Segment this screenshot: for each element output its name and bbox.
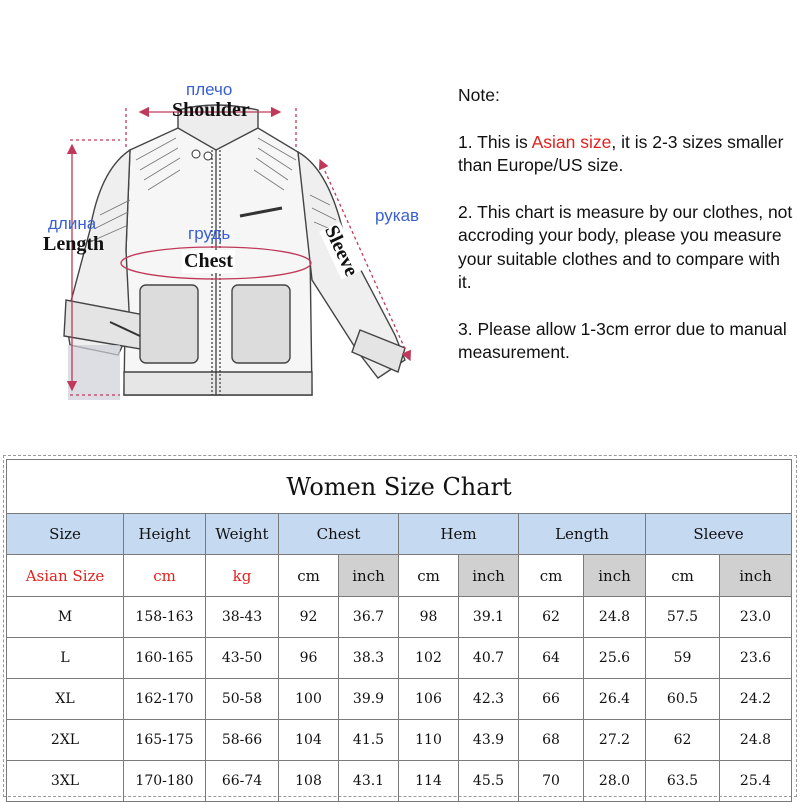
size-chart-table bbox=[6, 459, 792, 802]
unit-length-inch: inch bbox=[584, 555, 646, 597]
note-1-pre: 1. This is bbox=[458, 131, 532, 152]
table-cell: 23.6 bbox=[720, 638, 792, 679]
table-cell: XL bbox=[7, 679, 124, 720]
table-cell: 64 bbox=[519, 638, 584, 679]
table-cell: L bbox=[7, 638, 124, 679]
table-cell: 24.8 bbox=[584, 597, 646, 638]
table-cell: 162-170 bbox=[124, 679, 206, 720]
table-cell: 43-50 bbox=[206, 638, 279, 679]
table-cell: 38.3 bbox=[339, 638, 399, 679]
table-cell: 25.4 bbox=[720, 761, 792, 802]
header-chest: Chest bbox=[279, 514, 399, 555]
table-cell: 160-165 bbox=[124, 638, 206, 679]
table-cell: 58-66 bbox=[206, 720, 279, 761]
unit-height: cm bbox=[124, 555, 206, 597]
table-cell: 57.5 bbox=[646, 597, 720, 638]
table-cell: 59 bbox=[646, 638, 720, 679]
unit-hem-inch: inch bbox=[459, 555, 519, 597]
table-cell: 114 bbox=[399, 761, 459, 802]
table-cell: 43.9 bbox=[459, 720, 519, 761]
table-cell: 36.7 bbox=[339, 597, 399, 638]
table-cell: 24.8 bbox=[720, 720, 792, 761]
table-cell: 100 bbox=[279, 679, 339, 720]
unit-sleeve-cm: cm bbox=[646, 555, 720, 597]
table-cell: 40.7 bbox=[459, 638, 519, 679]
header-length: Length bbox=[519, 514, 646, 555]
length-label-ru: длина bbox=[48, 214, 97, 233]
unit-chest-cm: cm bbox=[279, 555, 339, 597]
table-cell: 60.5 bbox=[646, 679, 720, 720]
notes-heading: Note: bbox=[458, 85, 500, 105]
table-cell: 50-58 bbox=[206, 679, 279, 720]
note-1 bbox=[458, 131, 793, 178]
table-cell: 2XL bbox=[7, 720, 124, 761]
table-row bbox=[7, 720, 792, 761]
note-1-post: , it is 2-3 sizes smaller than Europe/US size. bbox=[458, 131, 784, 175]
table-cell: 170-180 bbox=[124, 761, 206, 802]
table-cell: 110 bbox=[399, 720, 459, 761]
table-cell: 63.5 bbox=[646, 761, 720, 802]
table-cell: 42.3 bbox=[459, 679, 519, 720]
sleeve-label-ru: рукав bbox=[375, 206, 420, 225]
chart-title: Women Size Chart bbox=[7, 460, 792, 514]
table-cell: 28.0 bbox=[584, 761, 646, 802]
header-sleeve: Sleeve bbox=[646, 514, 792, 555]
table-row bbox=[7, 638, 792, 679]
table-row bbox=[7, 761, 792, 802]
table-cell: 24.2 bbox=[720, 679, 792, 720]
table-cell: 102 bbox=[399, 638, 459, 679]
table-cell: 96 bbox=[279, 638, 339, 679]
table-cell: 68 bbox=[519, 720, 584, 761]
header-height: Height bbox=[124, 514, 206, 555]
unit-weight: kg bbox=[206, 555, 279, 597]
chest-label-ru: грудь bbox=[188, 224, 231, 243]
table-cell: M bbox=[7, 597, 124, 638]
table-cell: 41.5 bbox=[339, 720, 399, 761]
jacket-diagram bbox=[0, 0, 440, 430]
table-cell: 45.5 bbox=[459, 761, 519, 802]
length-label: Length bbox=[43, 233, 105, 255]
table-cell: 39.9 bbox=[339, 679, 399, 720]
chest-label: Chest bbox=[184, 250, 233, 272]
table-cell: 26.4 bbox=[584, 679, 646, 720]
unit-chest-inch: inch bbox=[339, 555, 399, 597]
table-cell: 98 bbox=[399, 597, 459, 638]
table-cell: 66-74 bbox=[206, 761, 279, 802]
unit-sleeve-inch: inch bbox=[720, 555, 792, 597]
table-cell: 165-175 bbox=[124, 720, 206, 761]
unit-hem-cm: cm bbox=[399, 555, 459, 597]
table-cell: 62 bbox=[646, 720, 720, 761]
table-cell: 43.1 bbox=[339, 761, 399, 802]
unit-asian-size: Asian Size bbox=[7, 555, 124, 597]
table-cell: 66 bbox=[519, 679, 584, 720]
shoulder-label: Shoulder bbox=[172, 99, 250, 121]
header-weight: Weight bbox=[206, 514, 279, 555]
table-cell: 158-163 bbox=[124, 597, 206, 638]
note-2: 2. This chart is measure by our clothes, not accroding your body, please you measure your suitable clothes and to compare with it. bbox=[458, 201, 793, 292]
table-cell: 25.6 bbox=[584, 638, 646, 679]
table-cell: 62 bbox=[519, 597, 584, 638]
shoulder-label-ru: плечо bbox=[186, 80, 233, 99]
table-cell: 106 bbox=[399, 679, 459, 720]
table-cell: 108 bbox=[279, 761, 339, 802]
size-notes bbox=[458, 84, 793, 388]
note-3: 3. Please allow 1-3cm error due to manual measurement. bbox=[458, 318, 787, 362]
table-cell: 3XL bbox=[7, 761, 124, 802]
table-cell: 39.1 bbox=[459, 597, 519, 638]
unit-length-cm: cm bbox=[519, 555, 584, 597]
sleeve-label: Sleeve bbox=[320, 222, 363, 280]
table-cell: 27.2 bbox=[584, 720, 646, 761]
header-hem: Hem bbox=[399, 514, 519, 555]
table-cell: 70 bbox=[519, 761, 584, 802]
table-cell: 92 bbox=[279, 597, 339, 638]
header-size: Size bbox=[7, 514, 124, 555]
table-row bbox=[7, 597, 792, 638]
table-cell: 38-43 bbox=[206, 597, 279, 638]
asian-size-highlight: Asian size bbox=[531, 131, 612, 152]
table-cell: 104 bbox=[279, 720, 339, 761]
table-row bbox=[7, 679, 792, 720]
table-cell: 23.0 bbox=[720, 597, 792, 638]
